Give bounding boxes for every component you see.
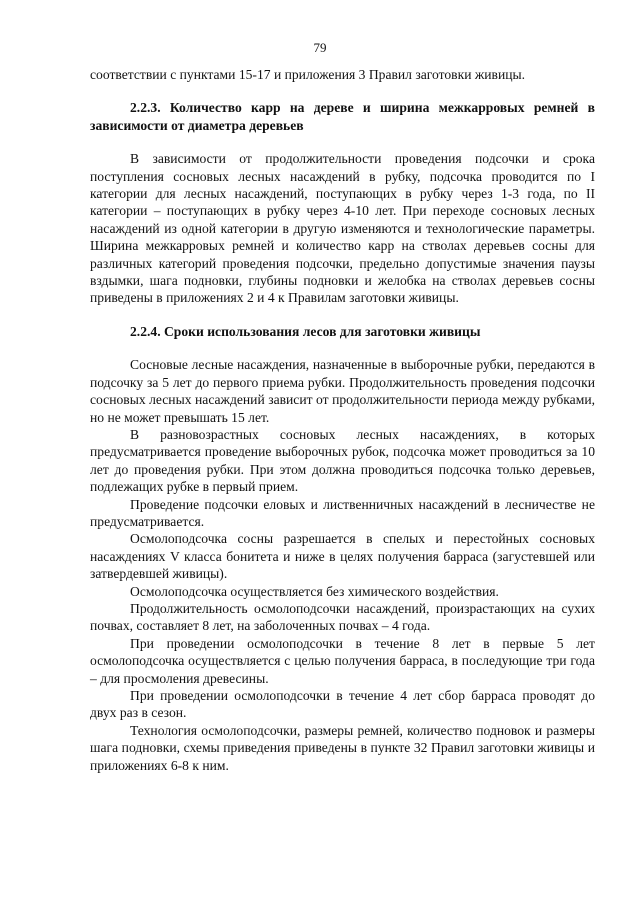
- section-2-2-4-paragraph: При проведении осмолоподсочки в течение 8 лет в первые 5 лет осмолоподсочка осуществляется с целью получения барраса, в последующие три года – для просмоления древесины.: [90, 635, 595, 686]
- page-content: [90, 66, 595, 774]
- continuation-paragraph: соответствии с пунктами 15-17 и приложения 3 Правил заготовки живицы.: [90, 67, 526, 82]
- section-2-2-4-paragraph: Продолжительность осмолоподсочки насаждений, произрастающих на сухих почвах, составляет 8 лет, на заболоченных почвах – 4 года.: [90, 600, 595, 634]
- section-heading-2-2-3: 2.2.3. Количество карр на дереве и ширина межкарровых ремней в зависимости от диаметра деревьев: [90, 100, 595, 133]
- section-2-2-4-paragraph: Технология осмолоподсочки, размеры ремней, количество подновок и размеры шага подновки, схемы приведения приведены в пункте 32 Правил заготовки живицы и приложениях 6-8 к ним.: [90, 722, 595, 773]
- section-2-2-4-paragraph: Осмолоподсочка сосны разрешается в спелых и перестойных сосновых насаждениях V класса бонитета и ниже в целях получения барраса (загустевшей или затвердевшей живицы).: [90, 531, 595, 582]
- section-2-2-4-paragraph: Проведение подсочки еловых и лиственничных насаждений в лесничестве не предусматривается.: [90, 496, 595, 529]
- section-2-2-4-paragraph: Сосновые лесные насаждения, назначенные в выборочные рубки, передаются в подсочку за 5 лет до первого приема рубки. Продолжительность проведения подсочки сосновых лесных насаждений зависит от продолжительности периода между рубками, но не может превышать 15 лет.: [90, 357, 595, 425]
- section-2-2-4-paragraph: Осмолоподсочка осуществляется без химического воздействия.: [130, 583, 499, 599]
- section-2-2-4-paragraph: В разновозрастных сосновых лесных насаждениях, в которых предусматривается проведение выборочных рубок, подсочка может проводиться за 10 лет до проведения рубки. При этом должна проводиться подсочка только деревьев, подлежащих рубке в первый прием.: [90, 426, 595, 495]
- page-number: 79: [313, 40, 327, 55]
- section-2-2-3-paragraph: В зависимости от продолжительности проведения подсочки и срока поступления сосновых лесных насаждений в рубку, подсочка проводится по I категории для лесных насаждений, поступающих в рубку через 1-3 года, по II категории – поступающих в рубку через 4-10 лет. При переходе сосновых лесных насаждений из одной категории в другую изменяются и технологические параметры. Ширина межкарровых ремней и количество карр на стволах деревьев сосны для различных категорий проведения подсочки, предельно допустимые значения паузы вздымки, шага подновки, глубины подновки и желобка на стволах деревьев сосны приведены в приложениях 2 и 4 к Правилам заготовки живицы.: [90, 151, 595, 306]
- section-heading-2-2-4: 2.2.4. Сроки использования лесов для заготовки живицы: [130, 323, 481, 339]
- section-2-2-4-paragraph: При проведении осмолоподсочки в течение 4 лет сбор барраса проводят до двух раз в сезон.: [90, 688, 595, 721]
